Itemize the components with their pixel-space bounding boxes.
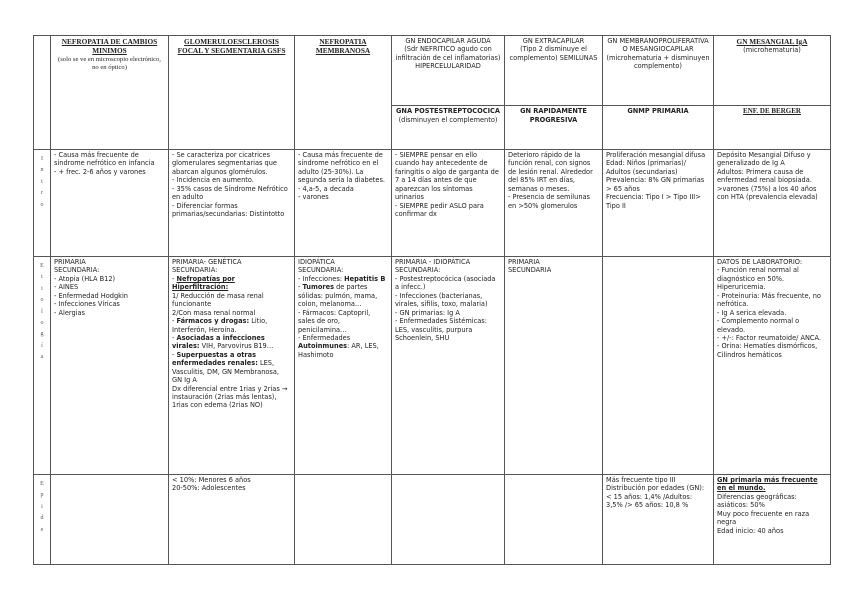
header-title: GN ENDOCAPILAR AGUDA [405,37,491,45]
subheader-title: GNA POSTESTREPTOCOCICA [396,107,500,115]
etio-extracapilar: PRIMARIA SECUNDARIA [505,257,603,475]
subheader-note: (disminuyen el complemento) [398,115,498,124]
etiology-row [34,257,831,475]
etio-membranoproliferativa [603,257,714,475]
epi-membranosa [295,475,392,565]
subheader-berger [714,106,831,150]
glomerulonephritis-table [33,35,831,565]
header-gsfs [169,36,295,150]
header-endocapilar [392,36,505,106]
etio-membranosa: IDIOPÁTICA SECUNDARIA: - Infecciones: Hepatitis B - Tumores de partes sólidas: pulmón, mama, colon, melanoma… - Fármacos: Captopril, sales de oro, penicilamina… - Enfermedades Autoinmunes: AR, LES, Hashimoto [295,257,392,475]
intro-mesangial-iga: Depósito Mesangial Difuso y generalizado de Ig A Adultos: Primera causa de enfermedad renal biopsiada. >varones (75%) a los 40 años con HTA (prevalencia elevada) [714,150,831,257]
header-subtitle: (solo se ve en microscopio electrónico, no en óptico) [58,55,161,72]
epidemiology-row [34,475,831,565]
etio-endocapilar: PRIMARIA - IDIOPÁTICA SECUNDARIA: - Postestreptocócica (asociada a infecc.) - Infecciones (bacterianas, virales, sífilis, toxo, malaria) - GN primarias: Ig A - Enfermedades Sistémicas: LES, vasculitis, purpura Schoenlein, SHU [392,257,505,475]
header-row [34,36,831,106]
intro-cambios-minimos: - Causa más frecuente de síndrome nefrótico en infancia - + frec. 2-6 años y varones [51,150,169,257]
intro-endocapilar: - SIEMPRE pensar en ello cuando hay antecedente de faringitis o algo de garganta de 7 a 14 días antes de que aparezcan los síntomas urinarios - SIEMPRE pedir ASLO para confirmar dx [392,150,505,257]
header-mesangial-iga [714,36,831,106]
epi-cambios-minimos [51,475,169,565]
intro-membranoproliferativa: Proliferación mesangial difusa Edad: Niños (primarias)/ Adultos (secundarias) Prevalencia: 8% GN primarias > 65 años Frecuencia: Tipo I > Tipo III> Tipo II [603,150,714,257]
intro-gsfs: - Se caracteriza por cicatrices glomerulares segmentarias que abarcan algunos glomérulos. - Incidencia en aumento. - 35% casos de Síndrome Nefrótico en adulto - Diferenciar formas primarias/secundarias: Distintotto [169,150,295,257]
header-membranoproliferativa [603,36,714,106]
header-subtitle: (Tipo 2 disminuye el complemento) SEMILUNAS [509,45,598,62]
header-cambios-minimos [51,36,169,150]
subheader-gna [392,106,505,150]
intro-extracapilar: Deterioro rápido de la función renal, con signos de lesión renal. Alrededor del 85% IRT en días, semanas o meses. - Presencia de semilunas en >50% glomerulos [505,150,603,257]
header-subtitle: (microhematuria) [743,46,801,55]
etio-cambios-minimos: PRIMARIA SECUNDARIA: - Atopia (HLA B12) - AINES - Enfermedad Hodgkin - Infecciones Víricas - Alergias [51,257,169,475]
header-extracapilar [505,36,603,106]
header-subtitle: (Sdr NEFRITICO agudo con infiltración de cel inflamatorias) HIPERCELULARIDAD [395,45,501,71]
header-title: GN MESANGIAL IgA [736,37,808,46]
header-title: GLOMERULOESCLEROSIS FOCAL Y SEGMENTARIA GSFS [177,37,286,56]
header-title: NEFROPATIA DE CAMBIOS MINIMOS [61,37,158,56]
header-title: NEFROPATIA MEMBRANOSA [315,37,371,56]
epi-mesangial-iga: GN primaria más frecuente en el mundo. Diferencias geográficas: asiáticos: 50% Muy poco frecuente en raza negra Edad inicio: 40 años [714,475,831,565]
row-label-etiologia: E t i o l o g í a [34,257,51,475]
row-label-epide: E p i d e [34,475,51,565]
corner-cell [34,36,51,150]
row-label-intro: I n t r o [34,150,51,257]
etio-gsfs: PRIMARIA- GENÉTICA SECUNDARIA: - Nefropatías por Hiperfiltración: 1/ Reducción de masa renal funcionante 2/Con masa renal normal - Fármacos y drogas: Litio, Interferón, Heroína. - Asociadas a infecciones virales: VIH, Parvovirus B19… - Superpuestas a otras enfermedades renales: LES, Vasculitis, DM, GN Membranosa, GN Ig A Dx diferencial entre 1rias y 2rias → instauración (2rias más lentas), 1rias con edema (2rias NO) [169,257,295,475]
etio-mesangial-iga: DATOS DE LABORATORIO: - Función renal normal al diagnóstico en 50%. Hiperuricemia. - Proteinuria: Más frecuente, no nefrótica. - Ig A serica elevada. - Complemento normal o elevado. - +/-: Factor reumatoide/ ANCA. - Orina: Hematíes dismórficos, Cilindros hemáticos [714,257,831,475]
subheader-title: GN RAPIDAMENTE PROGRESIVA [520,107,587,124]
subheader-gnrp [505,106,603,150]
intro-row [34,150,831,257]
subheader-title: GNMP PRIMARIA [627,107,689,115]
subheader-gnmp [603,106,714,150]
intro-membranosa: - Causa más frecuente de síndrome nefrótico en el adulto (25-30%). La segunda sería la diabetes. - 4,a-5, a decada - varones [295,150,392,257]
epi-membranoproliferativa: Más frecuente tipo III Distribución por edades (GN): < 15 años: 1,4% /Adultos: 3,5% /> 65 años: 10,8 % [603,475,714,565]
header-title: GN MEMBRANOPROLIFERATIVA O MESANGIOCAPILAR [607,37,709,54]
epi-endocapilar [392,475,505,565]
header-title: GN EXTRACAPILAR [522,37,585,45]
epi-gsfs: < 10%: Menores 6 años 20-50%: Adolescentes [169,475,295,565]
header-subtitle: (microhematuria + disminuyen complemento) [606,53,710,71]
subheader-title: ENF. DE BERGER [743,107,801,115]
header-membranosa [295,36,392,150]
epi-extracapilar [505,475,603,565]
